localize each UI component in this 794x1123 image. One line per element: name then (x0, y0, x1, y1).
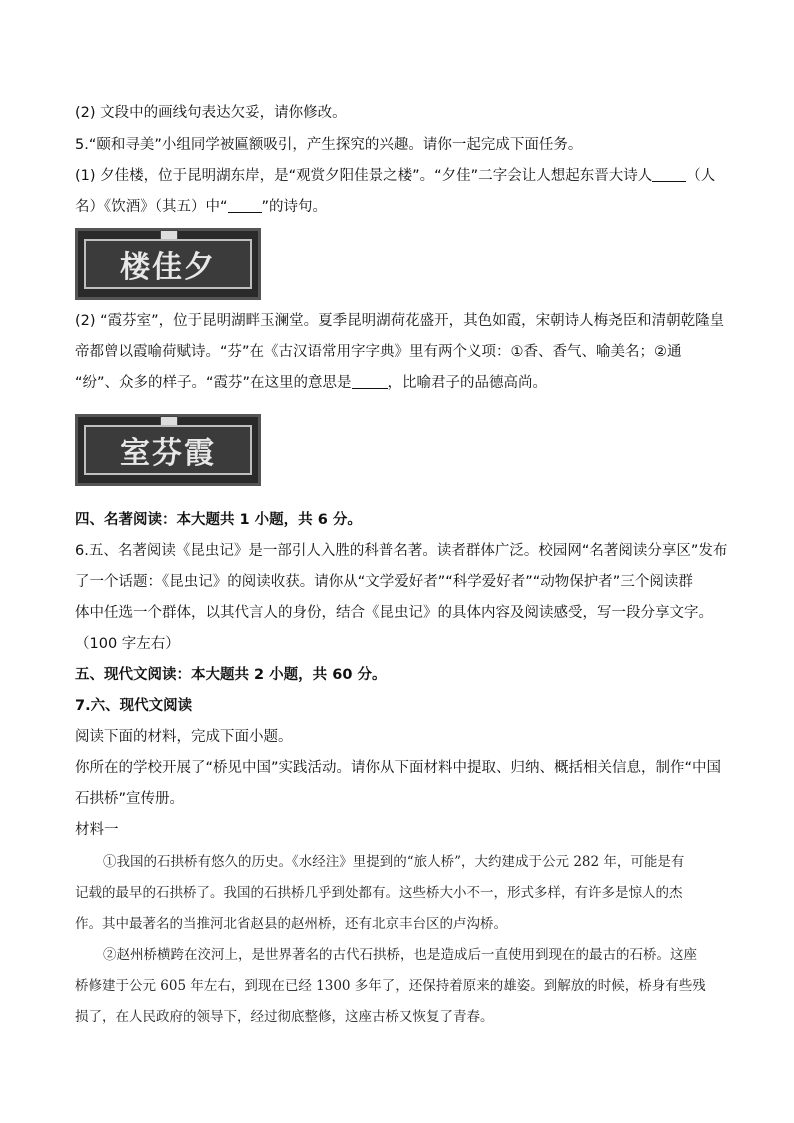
question-6-line-1: 6.五、名著阅读《昆虫记》是一部引人入胜的科普名著。读者群体广泛。校园网“名著阅读分享区”发布 (75, 543, 728, 559)
question-5-1-line-2: 名）《饮酒》（其五）中“ ”的诗句。 (75, 199, 328, 215)
material-1-para-2-line-3: 损了，在人民政府的领导下，经过彻底整修，这座古桥又恢复了青春。 (75, 1009, 494, 1025)
plaque-xiafen-text: 室芬霞 (84, 425, 252, 475)
task-line-2: 石拱桥”宣传册。 (75, 791, 185, 807)
plaque-xijia-image (75, 228, 261, 300)
answer-blank-xiafen[interactable] (352, 374, 388, 389)
question-7-heading: 7.六、现代文阅读 (75, 698, 193, 714)
material-1-para-1-line-3: 作。其中最著名的当推河北省赵县的赵州桥，还有北京丰台区的卢沟桥。 (75, 916, 507, 932)
question-6-line-4: （100 字左右） (75, 636, 180, 652)
plaque-xijia-text: 楼佳夕 (84, 239, 252, 289)
question-6-line-3: 体中任选一个群体，以其代言人的身份，结合《昆虫记》的具体内容及阅读感受，写一段分享文字。 (75, 605, 713, 621)
material-1-para-2-line-1: ②赵州桥横跨在洨河上，是世界著名的古代石拱桥，也是造成后一直使用到现在的最古的石桥。这座 (103, 947, 697, 963)
answer-blank-poem-line[interactable] (228, 198, 262, 213)
material-1-label: 材料一 (75, 822, 119, 838)
task-line-1: 你所在的学校开展了“桥见中国”实践活动。请你从下面材料中提取、归纳、概括相关信息，制作“中国 (75, 760, 722, 776)
question-4-2: (2) 文段中的画线句表达欠妥，请你修改。 (75, 105, 347, 121)
plaque-xiafen-image (75, 414, 261, 486)
question-5-2-line-3: “纷”、众多的样子。“霞芬”在这里的意思是 ，比喻君子的品德高尚。 (75, 375, 548, 391)
material-1-para-1-line-1: ①我国的石拱桥有悠久的历史。《水经注》里提到的“旅人桥”，大约建成于公元 282 年，可能是有 (103, 854, 685, 870)
reading-instruction: 阅读下面的材料，完成下面小题。 (75, 729, 293, 745)
section-4-heading: 四、名著阅读：本大题共 1 小题，共 6 分。 (75, 512, 362, 528)
question-6-line-2: 了一个话题：《昆虫记》的阅读收获。请你从“文学爱好者”“科学爱好者”“动物保护者”三个阅读群 (75, 574, 693, 590)
material-1-para-1-line-2: 记载的最早的石拱桥了。我国的石拱桥几乎到处都有。这些桥大小不一，形式多样，有许多是惊人的杰 (75, 885, 683, 901)
material-1-para-2-line-2: 桥修建于公元 605 年左右，到现在已经 1300 多年了，还保持着原来的雄姿。到解放的时候，桥身有些残 (75, 978, 706, 994)
section-5-heading: 五、现代文阅读：本大题共 2 小题，共 60 分。 (75, 667, 387, 683)
question-5-intro: 5.“颐和寻美”小组同学被匾额吸引，产生探究的兴趣。请你一起完成下面任务。 (75, 137, 583, 153)
question-5-2-line-1: (2) “霞芬室”，位于昆明湖畔玉澜堂。夏季昆明湖荷花盛开，其色如霞，宋朝诗人梅尧臣和清朝乾隆皇 (75, 313, 725, 329)
question-5-1-line-1: (1) 夕佳楼，位于昆明湖东岸，是“观赏夕阳佳景之楼”。“夕佳”二字会让人想起东晋大诗人 （人 (75, 168, 716, 184)
question-5-2-line-2: 帝都曾以霞喻荷赋诗。“芬”在《古汉语常用字字典》里有两个义项：①香、香气、喻美名；②通 (75, 344, 682, 360)
answer-blank-poet[interactable] (652, 167, 686, 182)
